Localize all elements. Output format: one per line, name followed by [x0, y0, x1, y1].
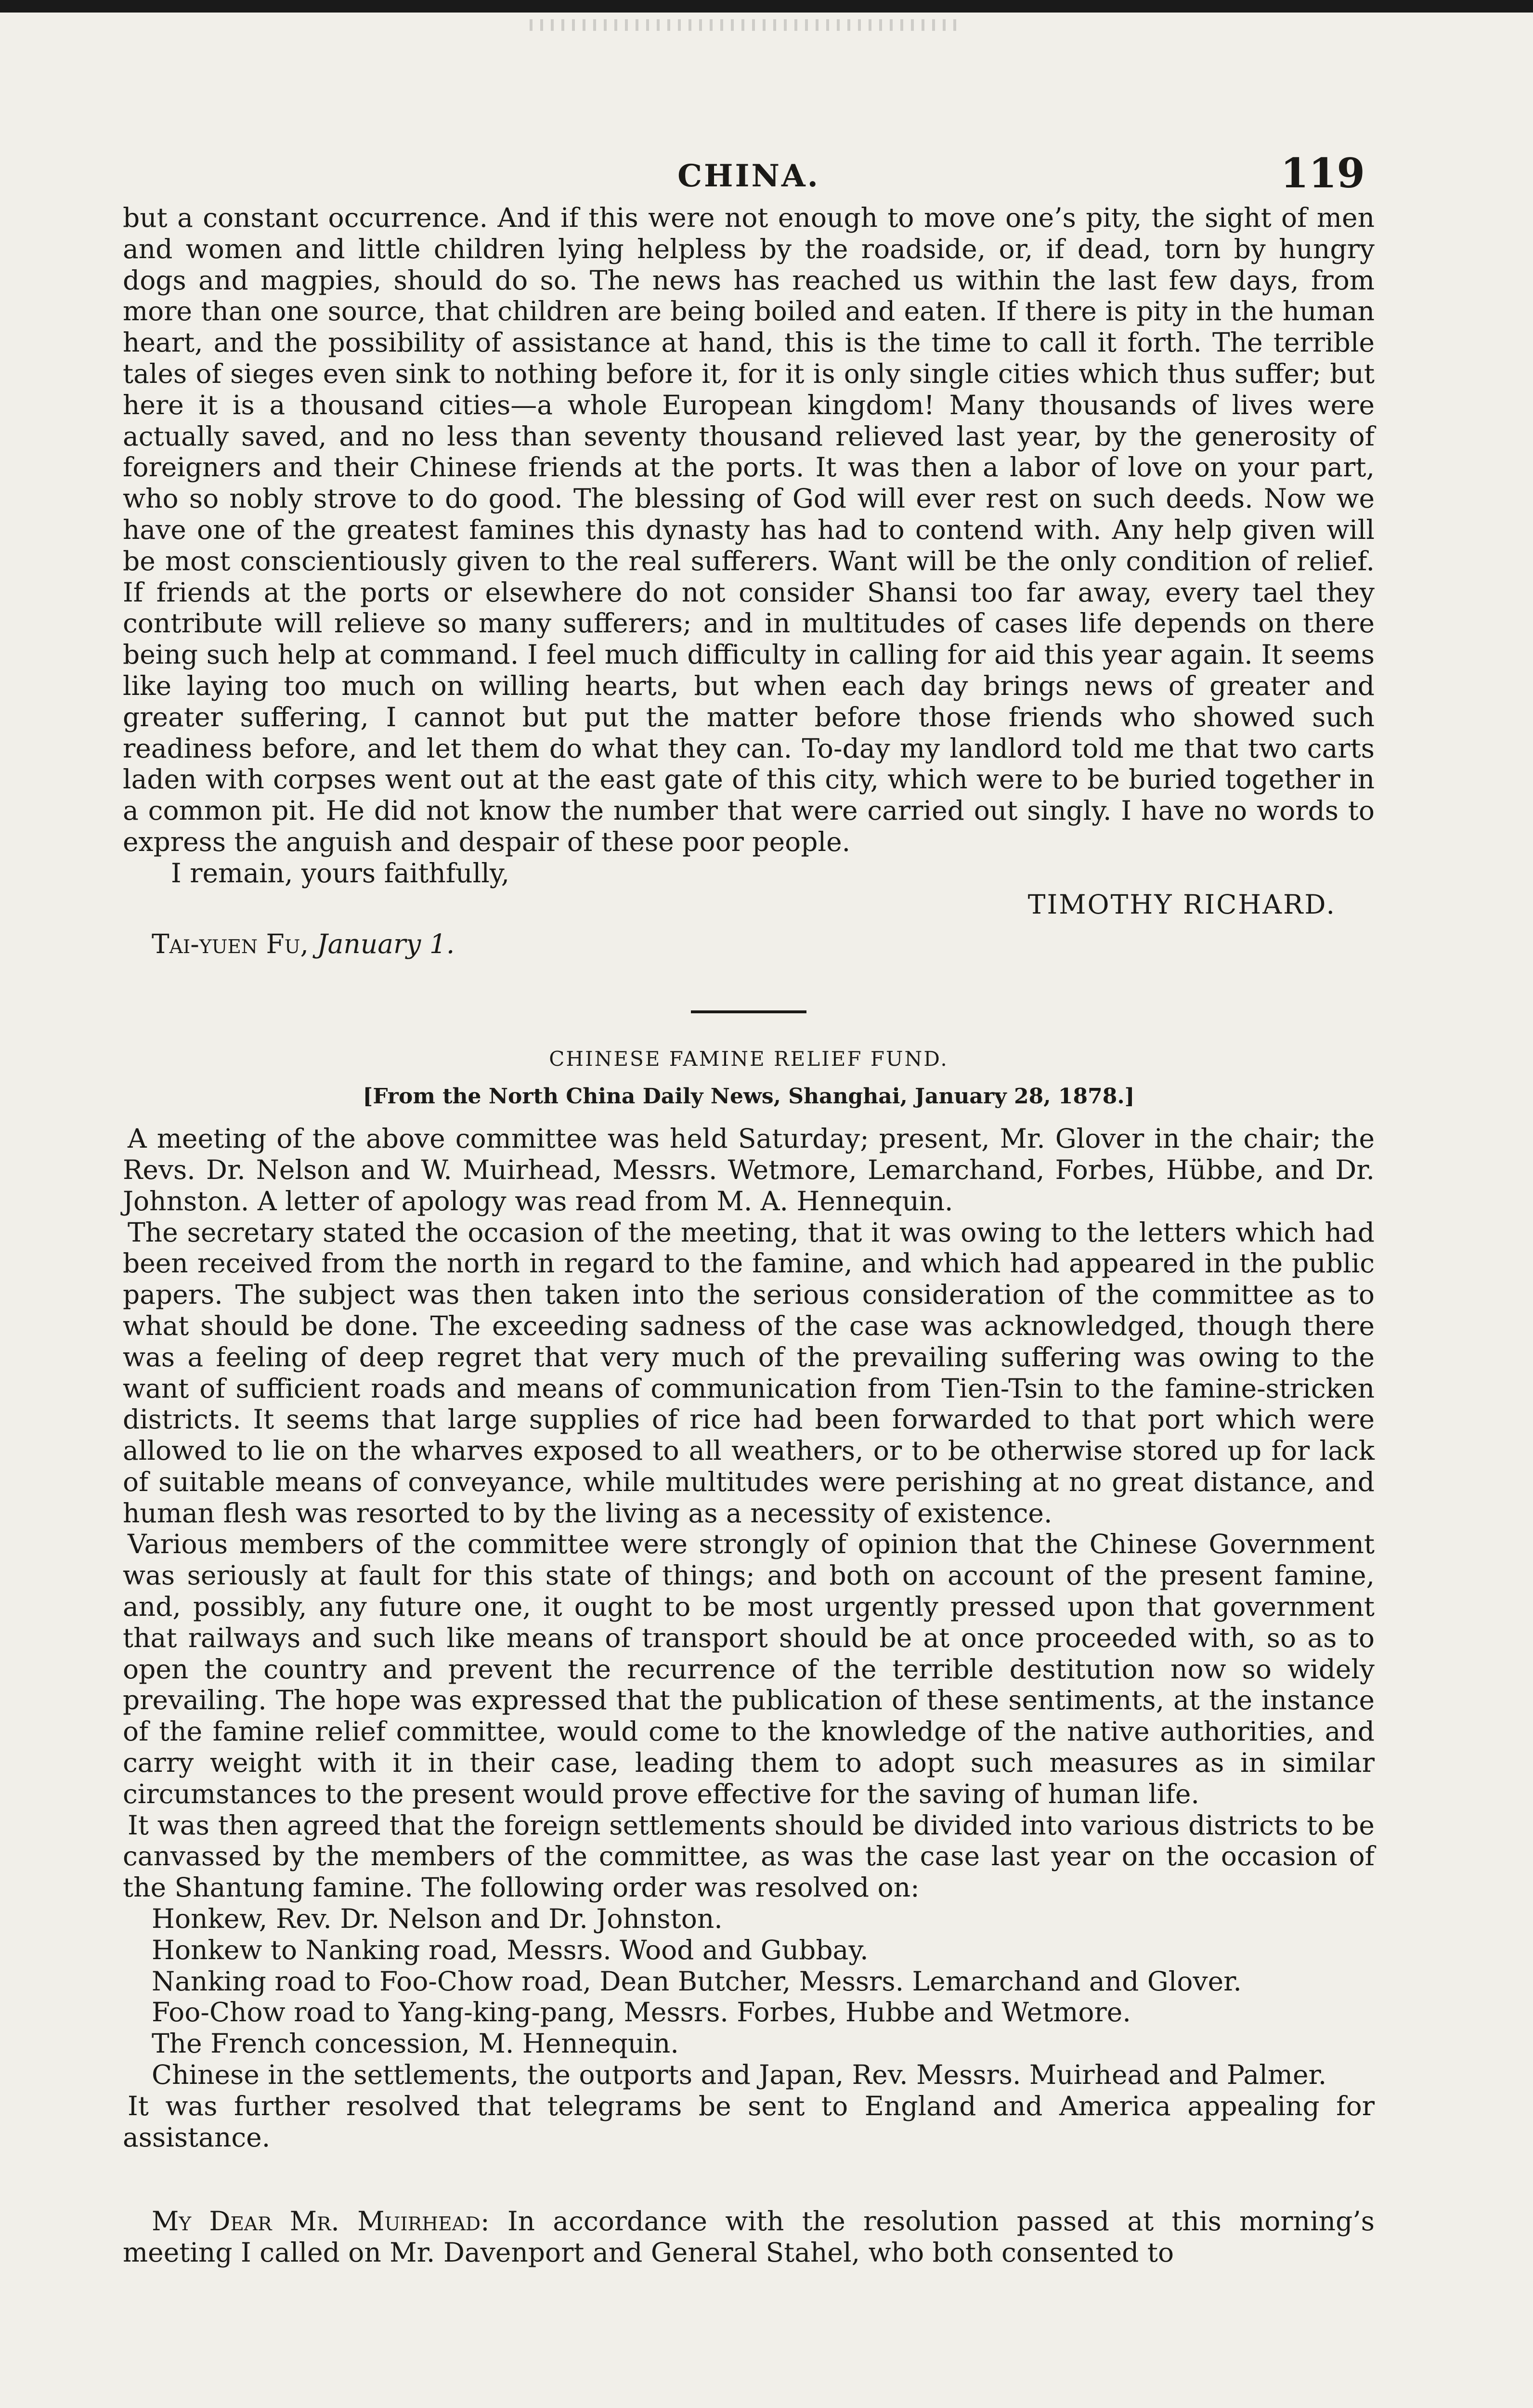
district-item: Foo-Chow road to Yang-king-pang, Messrs. Forbes, Hubbe and Wetmore. [152, 1997, 1131, 2028]
second-letter-salutation: My Dear Mr. Muirhead: [152, 2206, 490, 2237]
article-title: CHINESE FAMINE RELIEF FUND. [549, 1047, 948, 1071]
article-paragraph: Various members of the committee were strongly of opinion that the Chinese Government was seriously at fault for this state of things; and both on account of the present famine, and, possibly, any future one, it ought to be most urgently pressed upon that government that railways and such like means of transport should be at once proceeded with, so as to open the country and prevent the recurrence of the terrible destitution now so widely prevailing. The hope was expressed that the publication of these sentiments, at the instance of the famine relief committee, would come to the knowledge of the native authorities, and carry weight with it in their case, leading them to adopt such measures as in similar circumstances to the present would prove effective for the saving of human life. [123, 1529, 1375, 1809]
district-item: Chinese in the settlements, the outports and Japan, Rev. Messrs. Muirhead and Palmer. [152, 2059, 1327, 2091]
spacer [123, 2153, 1375, 2206]
district-item: Nanking road to Foo-Chow road, Dean Butcher, Messrs. Lemarchand and Glover. [152, 1965, 1242, 1997]
article-resolution: It was further resolved that telegrams be sent to England and America appealing for assistance. [123, 2090, 1375, 2153]
page-number: 119 [1280, 149, 1365, 197]
running-head [123, 144, 1375, 202]
top-border-rule [0, 0, 1533, 13]
letter-paragraph: but a constant occurrence. And if this were not enough to move one’s pity, the sight of men and women and little children lying helpless by the roadside, or, if dead, torn by hungry dogs and magpies, should do so. The news has reached us within the last few days, from more than one source, that children are being boiled and eaten. If there is pity in the human heart, and the possibility of assistance at hand, this is the time to call it forth. The terrible tales of sieges even sink to nothing before it, for it is only single cities which thus suffer; but here it is a thousand cities—a whole European kingdom! Many thousands of lives were actually saved, and no less than seventy thousand relieved last year, by the generosity of foreigners and their Chinese friends at the ports. It was then a labor of love on your part, who so nobly strove to do good. The blessing of God will ever rest on such deeds. Now we have one of the greatest famines this dynasty has had to contend with. Any help given will be most conscientiously given to the real sufferers. Want will be the only condition of relief. If friends at the ports or elsewhere do not consider Shansi too far away, every tael they contribute will relieve so many sufferers; and in multitudes of cases life depends on there being such help at command. I feel much difficulty in calling for aid this year again. It seems like laying too much on willing hearts, but when each day brings news of greater and greater suffering, I cannot but put the matter before those friends who showed such readiness before, and let them do what they can. To-day my landlord told me that two carts laden with corpses went out at the east gate of this city, which were to be buried together in a common pit. He did not know the number that were carried out singly. I have no words to express the anguish and despair of these poor people. [123, 202, 1375, 857]
district-item: Honkew, Rev. Dr. Nelson and Dr. Johnston. [152, 1903, 723, 1935]
district-item: Honkew to Nanking road, Messrs. Wood and Gubbay. [152, 1934, 869, 1965]
district-item: The French concession, M. Hennequin. [152, 2028, 679, 2059]
letter-body [123, 202, 1375, 960]
article-source: [From the North China Daily News, Shanghai, January 28, 1878.] [363, 1084, 1135, 1109]
print-specks [530, 19, 963, 31]
article-paragraph: The secretary stated the occasion of the meeting, that it was owing to the letters which had been received from the north in regard to the famine, and which had appeared in the public papers. The subject was then taken into the serious consideration of the committee as to what should be done. The exceeding sadness of the case was acknowledged, though there was a feeling of deep regret that very much of the prevailing suffering was owing to the want of sufficient roads and means of communication from Tien-Tsin to the famine-stricken districts. It seems that large supplies of rice had been forwarded to that port which were allowed to lie on the wharves exposed to all weathers, or to be otherwise stored up for lack of suitable means of conveyance, while multitudes were perishing at no great distance, and human flesh was resorted to by the living as a necessity of existence. [123, 1217, 1375, 1529]
fund-article [123, 1047, 1375, 2153]
letter-date: January 1. [317, 929, 455, 960]
article-paragraph: It was then agreed that the foreign settlements should be divided into various districts to be canvassed by the members of the committee, as was the case last year on the occasion of the Shantung famine. The following order was resolved on: [123, 1809, 1375, 1903]
letter-closing: I remain, yours faithfully, [171, 857, 510, 889]
letter-dateline [152, 929, 1375, 960]
second-letter-text: In accordance with the resolution passed at this morning’s meeting I called on Mr. Davenport and General Stahel, who both consented to [123, 2206, 1375, 2268]
running-title: CHINA. [677, 158, 820, 194]
section-divider [691, 1010, 806, 1013]
letter-place: Tai-yuen Fu, [152, 929, 309, 960]
article-paragraph: A meeting of the above committee was held Saturday; present, Mr. Glover in the chair; the Revs. Dr. Nelson and W. Muirhead, Messrs. Wetmore, Lemarchand, Forbes, Hübbe, and Dr. Johnston. A letter of apology was read from M. A. Hennequin. [123, 1123, 1375, 1217]
second-letter [123, 2206, 1375, 2268]
page [123, 144, 1375, 2268]
letter-signature: TIMOTHY RICHARD. [1027, 889, 1336, 920]
